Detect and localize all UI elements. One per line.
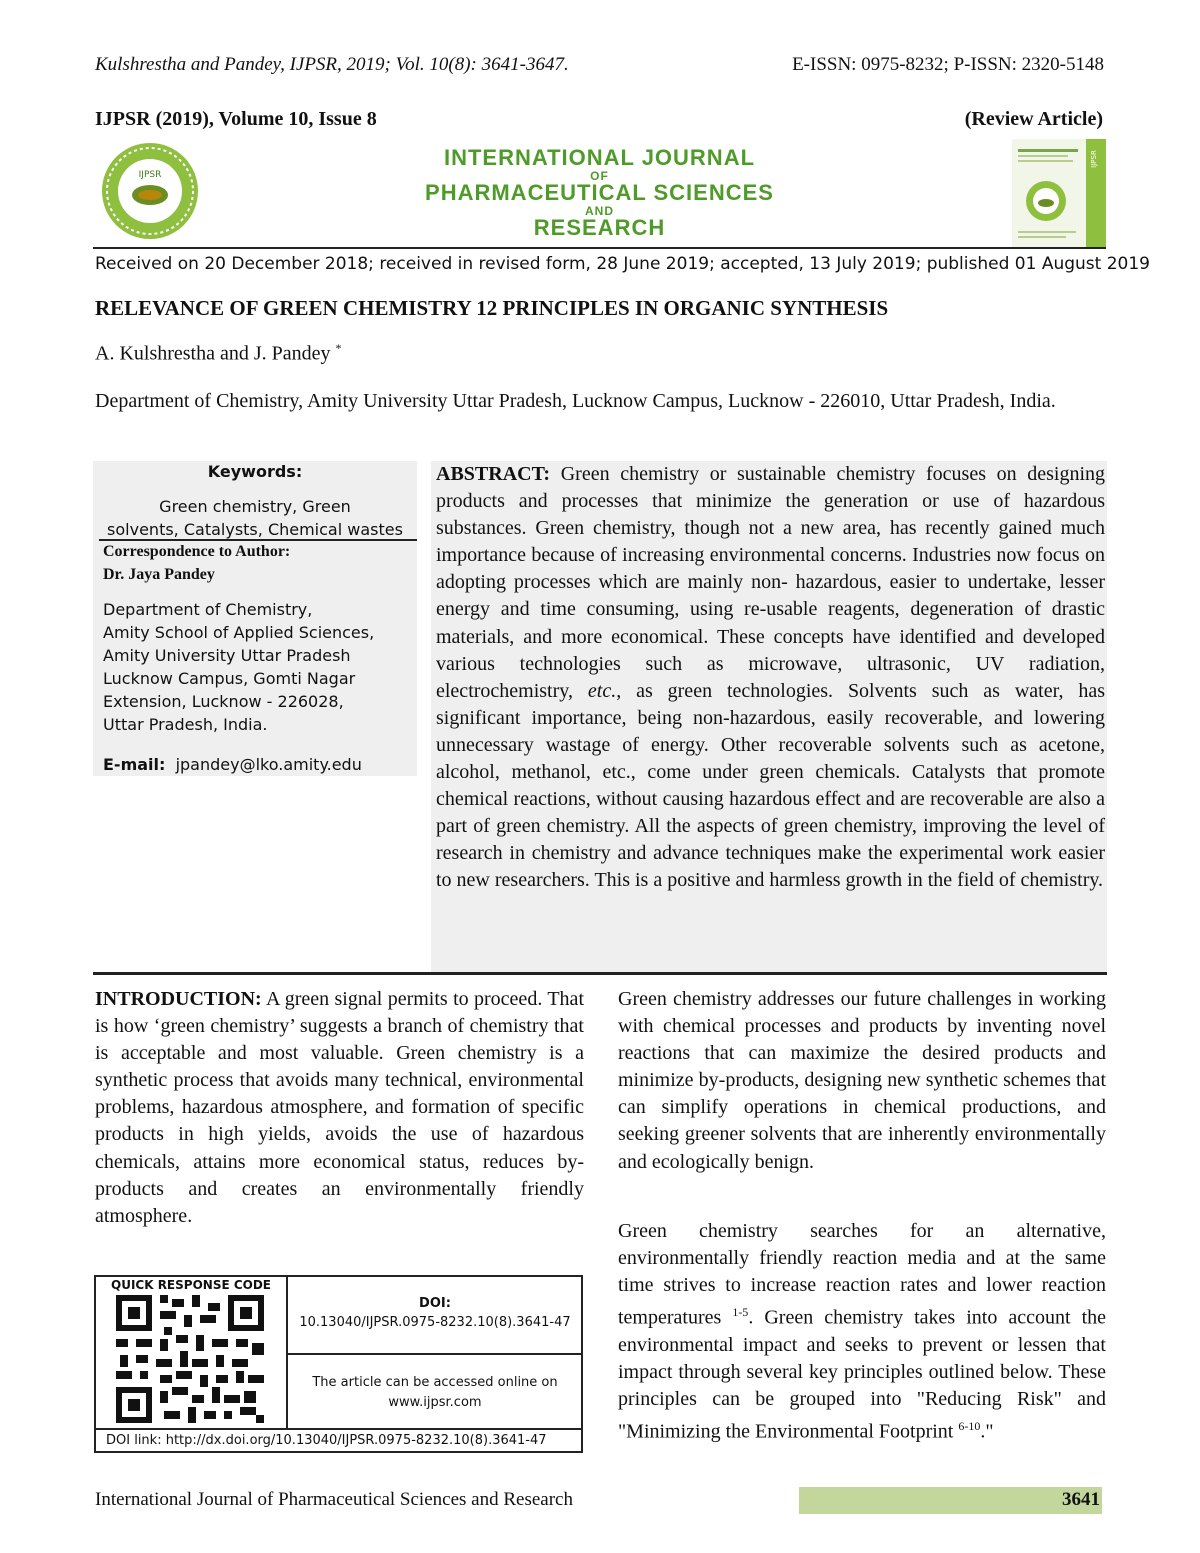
keywords-title: Keywords: bbox=[207, 462, 303, 481]
affiliation: Department of Chemistry, Amity University Uttar Pradesh, Lucknow Campus, Lucknow - 226010, Uttar Pradesh, India. bbox=[95, 390, 1056, 412]
email-address[interactable]: jpandey@lko.amity.edu bbox=[175, 755, 362, 774]
introduction-text: A green signal permits to proceed. That is how ‘green chemistry’ suggests a branch of chemistry that is acceptable and most valuable. Green chemistry is a synthetic process that avoids many technical, environmental problems, hazardous atmosphere, and formation of specific products in high yields, avoids the use of hazardous chemicals, attains more economical status, reduces by-products and creates an environmentally friendly atmosphere. bbox=[95, 988, 584, 1227]
banner-line-3: PHARMACEUTICAL SCIENCES bbox=[425, 180, 774, 205]
qr-code-label: QUICK RESPONSE CODE bbox=[111, 1278, 271, 1292]
page-number: 3641 bbox=[1062, 1489, 1100, 1510]
address-line: Extension, Lucknow - 226028, bbox=[103, 692, 344, 711]
keywords-rule bbox=[99, 539, 417, 541]
column2-paragraph-1: Green chemistry addresses our future challenges in working with chemical processes and products by inventing novel reactions that can maximize the desired products and minimize by-products, designing new synthetic schemes that can simplify operations in chemical productions, and seeking greener solvents that are inherently environmentally and ecologically benign. bbox=[618, 988, 1106, 1173]
column2-p2-text-a: Green chemistry searches for an alternative, environmentally friendly reaction media and at the same time strives to increase reaction rates and lower reaction temperatures bbox=[618, 1220, 1106, 1329]
correspondence-title: Correspondence to Author: bbox=[103, 543, 291, 560]
address-line: Amity University Uttar Pradesh bbox=[103, 646, 351, 665]
banner-line-4: AND bbox=[585, 204, 614, 218]
running-head-issn: E-ISSN: 0975-8232; P-ISSN: 2320-5148 bbox=[792, 54, 1104, 75]
running-head-citation: Kulshrestha and Pandey, IJPSR, 2019; Vol. 10(8): 3641-3647. bbox=[95, 54, 569, 75]
article-title: RELEVANCE OF GREEN CHEMISTRY 12 PRINCIPLES IN ORGANIC SYNTHESIS bbox=[95, 296, 889, 320]
keywords-line-1: Green chemistry, Green bbox=[159, 497, 351, 516]
reference-6-10[interactable]: 6-10 bbox=[958, 1419, 981, 1434]
abstract-etc: etc. bbox=[587, 679, 617, 702]
column2-p2-text-b: . Green chemistry takes into account the environmental impact and seeks to prevent or lessen that impact through several key principles outlined below. These principles can be grouped into "Reducing Risk" and "Minimizing the Environmental Footprint bbox=[618, 1306, 1106, 1443]
address-line: Department of Chemistry, bbox=[103, 600, 313, 619]
introduction-label: INTRODUCTION: bbox=[95, 988, 262, 1010]
abstract-text-1: Green chemistry or sustainable chemistry focuses on designing products and processes that minimize the generation or use of hazardous substances. Green chemistry, though not a new area, has recently gained much importance because of increasing environmental concerns. Industries now focus on adopting processes which are mainly non- hazardous, easier to undertake, lesser energy and time consuming, using re-usable reagents, degeneration of drastic materials, and more economical. These concepts have identified and developed various technologies such as microwave, ultrasonic, UV radiation, electrochemistry, bbox=[436, 463, 1106, 702]
page-number-bar bbox=[799, 1487, 1102, 1514]
article-type: (Review Article) bbox=[964, 108, 1103, 130]
address-line: Lucknow Campus, Gomti Nagar bbox=[103, 669, 356, 688]
column2-p2-text-c: ." bbox=[980, 1420, 994, 1443]
banner-line-5: RESEARCH bbox=[533, 215, 666, 240]
banner-line-1: INTERNATIONAL JOURNAL bbox=[443, 145, 756, 170]
journal-cover-thumbnail bbox=[1012, 139, 1106, 247]
reference-1-5[interactable]: 1-5 bbox=[732, 1305, 749, 1320]
banner-rule bbox=[93, 247, 1106, 249]
svg-text:IJPSR: IJPSR bbox=[1090, 150, 1098, 168]
address-line: Uttar Pradesh, India. bbox=[103, 715, 268, 734]
journal-banner bbox=[93, 135, 1106, 247]
author-names: A. Kulshrestha and J. Pandey bbox=[95, 342, 331, 365]
column2-paragraph-2 bbox=[618, 1218, 1106, 1446]
abstract-text-2: , as green technologies. Solvents such as water, has significant importance, being non-hazardous, easily recoverable, and lowering unnecessary wastage of energy. Other recoverable solvents such as acetone, alcohol, methanol, etc., come under green chemicals. Catalysts that promote chemical reactions, without causing hazardous effect and are recoverable are also a part of green chemistry. All the aspects of green chemistry, improving the level of research in chemistry and advance techniques make the experimental work easier to new researchers. This is a positive and harmless growth in the field of chemistry. bbox=[436, 679, 1106, 892]
publication-dates: Received on 20 December 2018; received in revised form, 28 June 2019; accepted, 13 July 2019; published 01 August 2019 bbox=[95, 254, 1150, 274]
doi-link[interactable]: DOI link: http://dx.doi.org/10.13040/IJPSR.0975-8232.10(8).3641-47 bbox=[106, 1433, 547, 1448]
introduction bbox=[95, 986, 584, 1230]
qr-table-divider bbox=[287, 1353, 582, 1355]
banner-line-2: OF bbox=[590, 169, 609, 183]
qr-table-divider bbox=[95, 1428, 582, 1430]
email-line bbox=[103, 755, 362, 774]
svg-text:IJPSR: IJPSR bbox=[138, 170, 162, 180]
correspondence-address bbox=[103, 598, 374, 736]
online-access-text: The article can be accessed online on www.ijpsr.com bbox=[312, 1375, 558, 1410]
doi-value: 10.13040/IJPSR.0975-8232.10(8).3641-47 bbox=[299, 1315, 571, 1330]
keywords-line-2: solvents, Catalysts, Chemical wastes bbox=[107, 520, 403, 539]
issue-line: IJPSR (2019), Volume 10, Issue 8 bbox=[95, 108, 377, 130]
correspondence-name: Dr. Jaya Pandey bbox=[103, 566, 215, 583]
abstract bbox=[436, 461, 1105, 895]
email-label: E-mail: bbox=[103, 755, 166, 774]
footer-journal-name: International Journal of Pharmaceutical Sciences and Research bbox=[95, 1489, 573, 1510]
qr-code-icon[interactable] bbox=[116, 1295, 264, 1423]
keywords-list bbox=[100, 495, 410, 541]
body-rule bbox=[93, 972, 1107, 975]
authors bbox=[95, 341, 342, 366]
abstract-label: ABSTRACT: bbox=[436, 463, 551, 485]
corresponding-author-mark: * bbox=[335, 341, 342, 355]
doi-label: DOI: bbox=[419, 1296, 451, 1311]
address-line: Amity School of Applied Sciences, bbox=[103, 623, 375, 642]
